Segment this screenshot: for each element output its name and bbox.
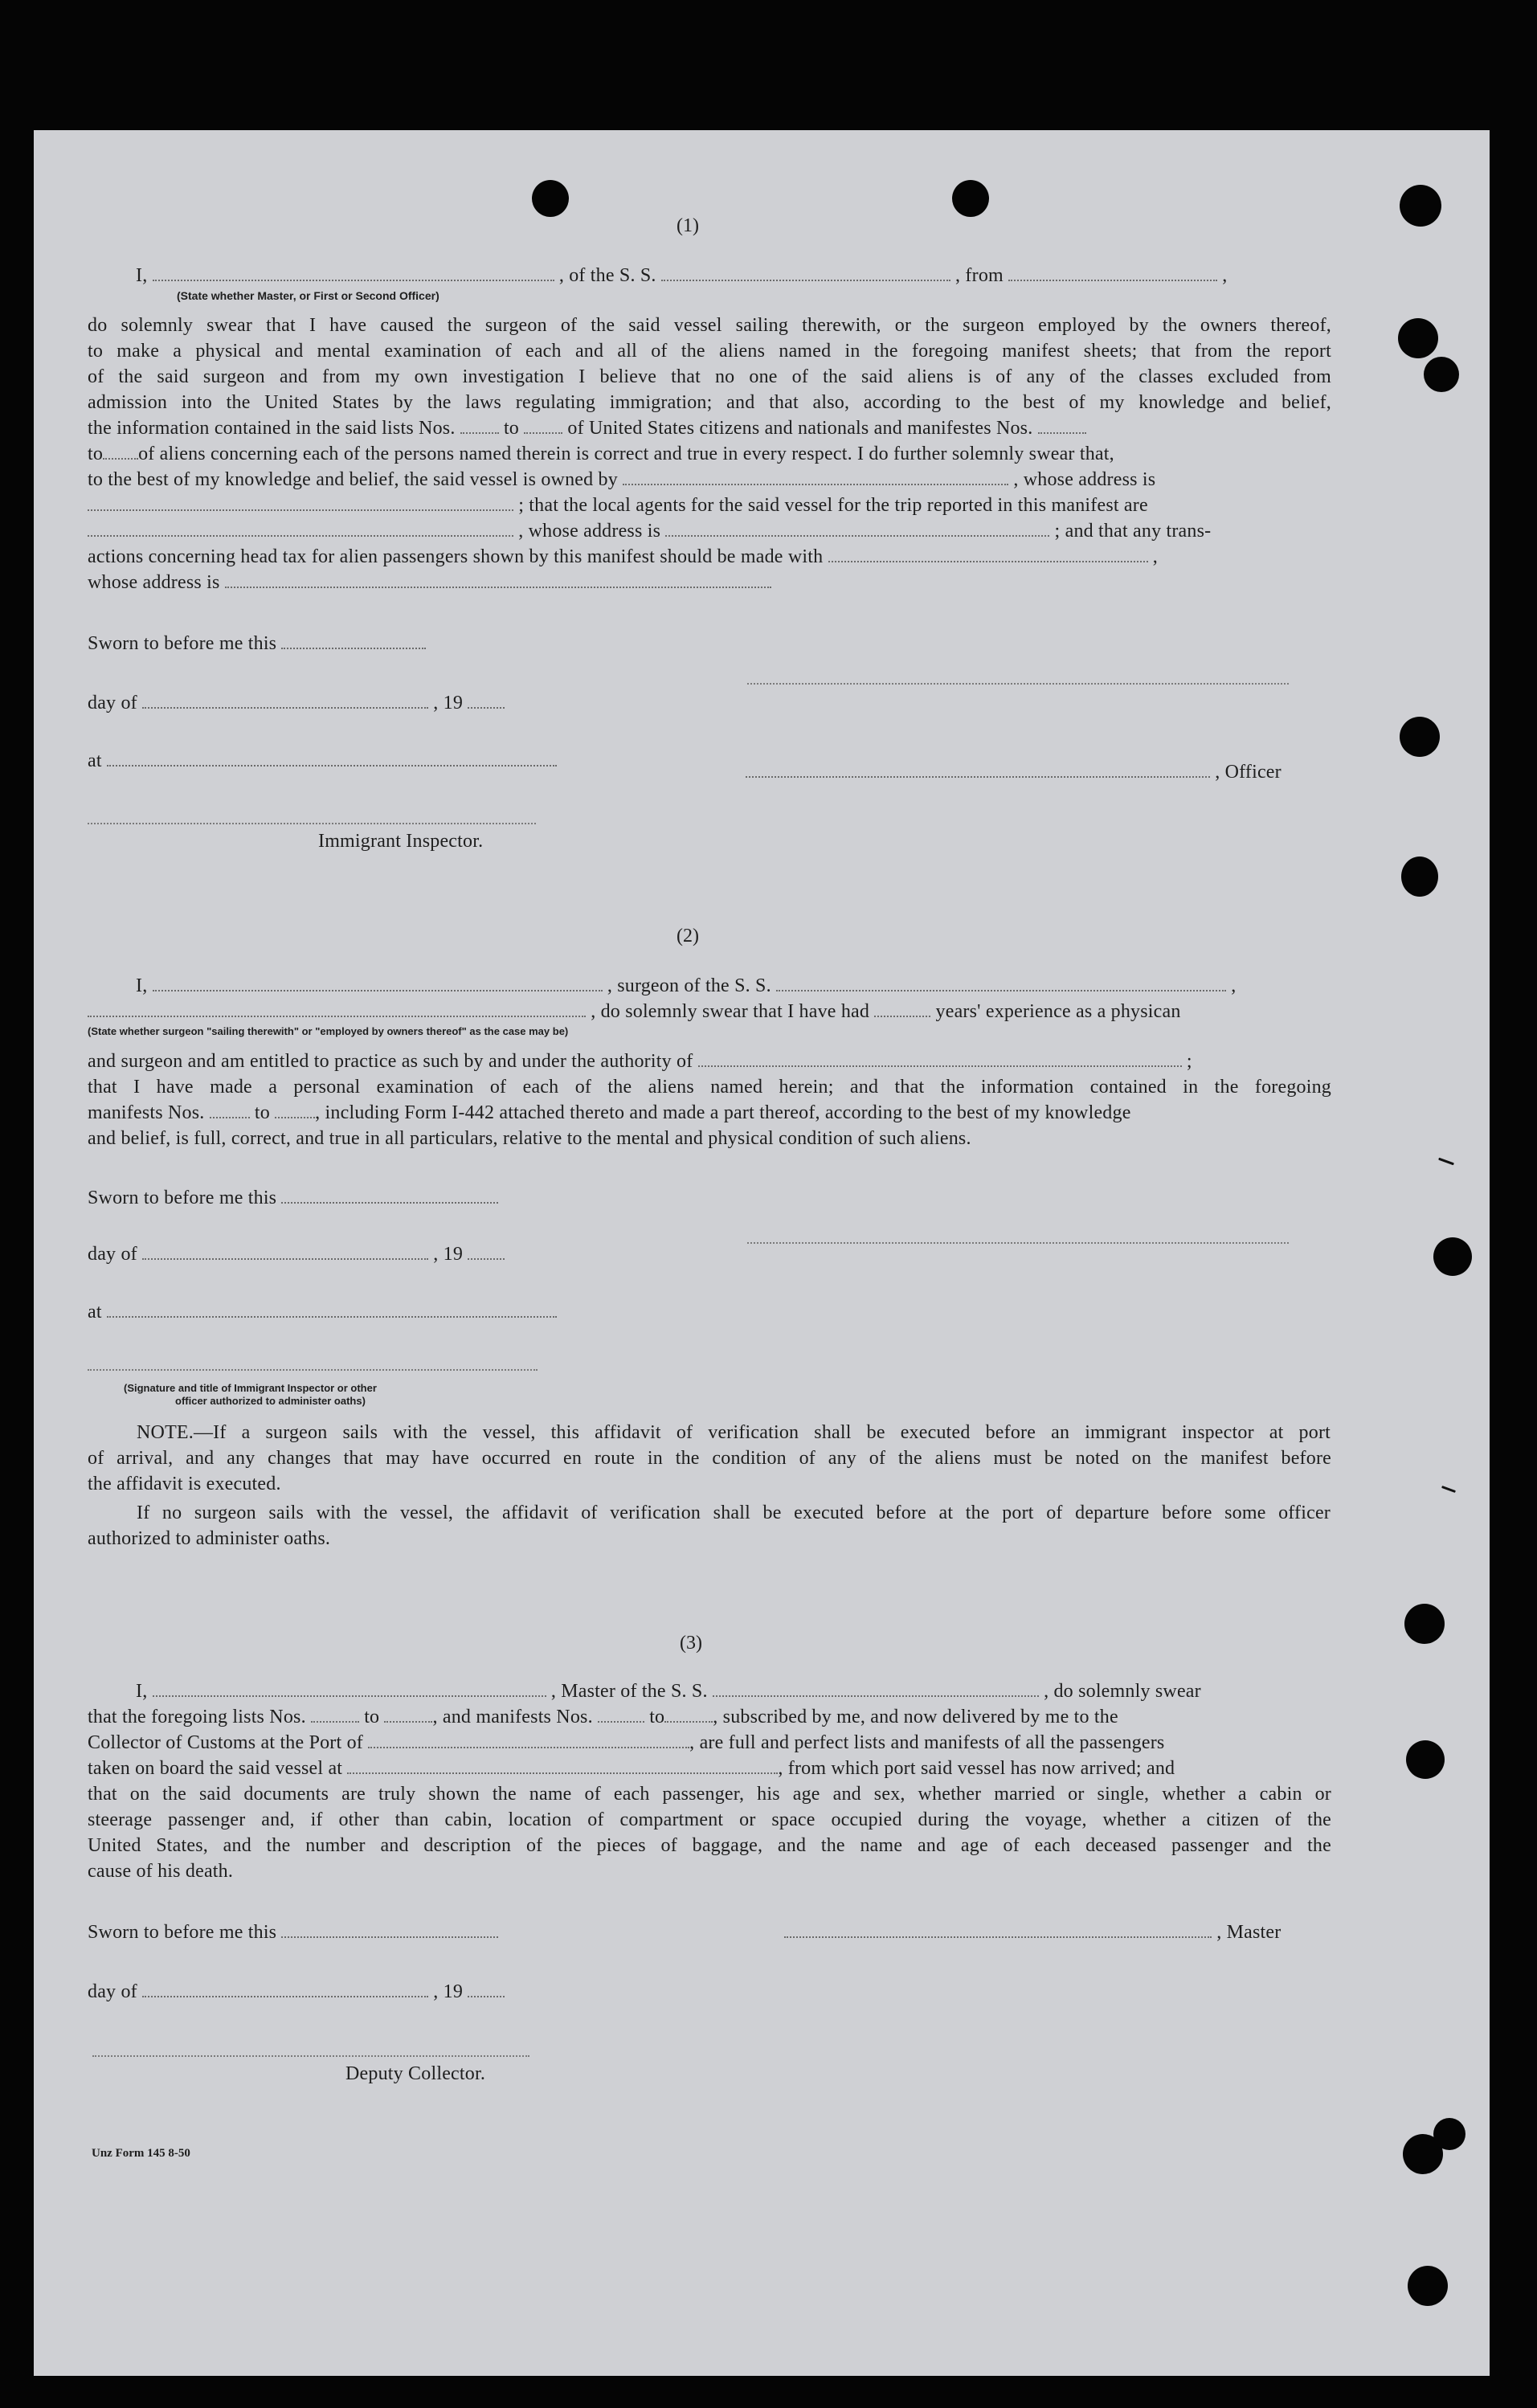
boarding-port-blank[interactable] xyxy=(347,1761,778,1774)
s2-vessel-blank[interactable] xyxy=(776,979,1226,991)
s1-para-line: admission into the United States by the laws regulating immigration; and that also, according to the best of my knowledge and belief, xyxy=(88,392,1331,413)
punch-hole xyxy=(1433,1237,1472,1276)
s2-note-line: NOTE.—If a surgeon sails with the vessel, this affidavit of verification shall be executed before an immigrant inspector at port xyxy=(137,1422,1331,1443)
pen-mark xyxy=(1441,1486,1456,1493)
s1-para-line: of the said surgeon and from my own investigation I believe that no one of the said aliens is of any of the classes excluded from xyxy=(88,366,1331,387)
s3-para-line: steerage passenger and, if other than cabin, location of compartment or space occupied during the voyage, whether a citizen of the xyxy=(88,1809,1331,1830)
s2-swear-line: , do solemnly swear that I have had years' experience as a physican xyxy=(88,1001,1331,1023)
s1-inspector-label: Immigrant Inspector. xyxy=(318,831,484,852)
s2-manifest-from-blank[interactable] xyxy=(210,1106,250,1118)
s2-place-blank[interactable] xyxy=(107,1305,557,1318)
authority-blank[interactable] xyxy=(698,1054,1182,1067)
s2-note-line: the affidavit is executed. xyxy=(88,1474,281,1494)
s3-master-name-blank[interactable] xyxy=(153,1684,546,1697)
section-number-3: (3) xyxy=(680,1633,702,1654)
s1-sworn: Sworn to before me this xyxy=(88,633,426,655)
s2-at: at xyxy=(88,1302,557,1323)
surgeon-status-blank[interactable] xyxy=(88,1004,586,1017)
s2-status-label: (State whether surgeon "sailing therewith" or "employed by owners thereof" as the case may be) xyxy=(88,1025,569,1037)
s3-para-line: that on the said documents are truly shown the name of each passenger, his age and sex, whether married or single, whether a cabin or xyxy=(88,1784,1331,1805)
punch-hole xyxy=(1400,185,1441,227)
agents-blank[interactable] xyxy=(88,524,513,537)
s2-sig-label-1: (Signature and title of Immigrant Inspector or other xyxy=(124,1382,377,1394)
s1-officer: , Officer xyxy=(746,762,1282,783)
punch-hole xyxy=(1433,2118,1465,2150)
s1-signature-line[interactable] xyxy=(747,683,1289,685)
s1-inspector-line[interactable] xyxy=(88,823,536,824)
s3-deputy-label: Deputy Collector. xyxy=(345,2063,486,2084)
punch-hole xyxy=(1424,357,1459,392)
s3-para-line: taken on board the said vessel at , from which port said vessel has now arrived; and xyxy=(88,1758,1175,1779)
s1-para-line: ; that the local agents for the said vessel for the trip reported in this manifest are xyxy=(88,495,1331,517)
s1-para-line: whose address is xyxy=(88,572,1331,594)
s3-opening-line: I, , Master of the S. S. , do solemnly swear xyxy=(136,1681,1201,1702)
s1-para-line: , whose address is ; and that any trans- xyxy=(88,521,1331,542)
manifest-no-to-blank[interactable] xyxy=(103,447,138,460)
master-signature-blank[interactable] xyxy=(784,1925,1212,1938)
s3-vessel-blank[interactable] xyxy=(713,1684,1039,1697)
s3-collector-line[interactable] xyxy=(92,2055,529,2057)
s2-note-line: authorized to administer oaths. xyxy=(88,1528,331,1549)
pen-mark xyxy=(1438,1158,1454,1166)
sworn-date-blank[interactable] xyxy=(281,636,426,649)
s3-manifest-from-blank[interactable] xyxy=(598,1710,644,1723)
s1-para-line: to make a physical and mental examination of each and all of the aliens named in the foregoing manifest sheets; that from the report xyxy=(88,341,1331,362)
s3-day-month-blank[interactable] xyxy=(142,1985,428,1997)
punch-hole xyxy=(1404,1604,1445,1644)
s1-master-label: (State whether Master, or First or Second Officer) xyxy=(177,289,439,302)
s2-sworn: Sworn to before me this xyxy=(88,1188,498,1209)
s2-manifest-to-blank[interactable] xyxy=(275,1106,315,1118)
head-tax-blank[interactable] xyxy=(828,550,1148,562)
s1-opening-line: I, , of the S. S. , from , xyxy=(136,265,1228,286)
s3-list-from-blank[interactable] xyxy=(311,1710,359,1723)
s1-at: at xyxy=(88,750,557,772)
s2-year-blank[interactable] xyxy=(468,1247,505,1260)
vessel-name-blank[interactable] xyxy=(661,268,950,281)
s3-para-line: United States, and the number and description of the pieces of baggage, and the name and age of each deceased passenger and the xyxy=(88,1835,1331,1856)
s2-para-line: and surgeon and am entitled to practice as such by and under the authority of ; xyxy=(88,1051,1192,1072)
s1-para-line: to of aliens concerning each of the persons named therein is correct and true in every respect. I do further solemnly swear that, xyxy=(88,444,1114,464)
owner-blank[interactable] xyxy=(623,472,1008,485)
s1-para-line: actions concerning head tax for alien passengers shown by this manifest should be made with , xyxy=(88,546,1158,567)
departure-port-blank[interactable] xyxy=(1008,268,1217,281)
punch-hole xyxy=(1408,2266,1448,2306)
s3-sworn: Sworn to before me this xyxy=(88,1922,498,1944)
s2-note-line: If no surgeon sails with the vessel, the affidavit of verification shall be executed before at the port of departure before some officer xyxy=(137,1502,1331,1523)
list-no-to-blank[interactable] xyxy=(524,421,562,434)
s1-para-line: to the best of my knowledge and belief, the said vessel is owned by , whose address is xyxy=(88,469,1156,490)
agents-address-blank[interactable] xyxy=(665,524,1049,537)
s3-list-to-blank[interactable] xyxy=(384,1710,432,1723)
manifest-no-from-blank[interactable] xyxy=(1038,421,1086,434)
s2-note-line: of arrival, and any changes that may have occurred en route in the condition of any of the aliens must be noted on the manifest before xyxy=(88,1448,1331,1469)
s1-para-line: the information contained in the said lists Nos. to of United States citizens and nationals and manifestes Nos. xyxy=(88,418,1331,439)
year-blank[interactable] xyxy=(468,696,505,709)
punch-hole xyxy=(1401,856,1438,897)
punch-hole xyxy=(532,180,569,217)
form-footer: Unz Form 145 8-50 xyxy=(92,2147,190,2160)
s2-sig-label-2: officer authorized to administer oaths) xyxy=(175,1395,366,1407)
s1-para-line: do solemnly swear that I have caused the surgeon of the said vessel sailing therewith, or the surgeon employed by the owners thereof, xyxy=(88,315,1331,336)
punch-hole xyxy=(952,180,989,217)
master-name-blank[interactable] xyxy=(153,268,554,281)
s2-inspector-line[interactable] xyxy=(88,1369,538,1371)
s3-manifest-to-blank[interactable] xyxy=(664,1710,713,1723)
punch-hole xyxy=(1400,717,1440,757)
s3-sworn-blank[interactable] xyxy=(281,1925,498,1938)
day-month-blank[interactable] xyxy=(142,696,428,709)
s3-dayof: day of , 19 xyxy=(88,1981,505,2003)
list-no-from-blank[interactable] xyxy=(460,421,499,434)
s1-dayof: day of , 19 xyxy=(88,693,505,714)
s3-para-line: Collector of Customs at the Port of , are full and perfect lists and manifests of all the passengers xyxy=(88,1732,1165,1753)
section-number-1: (1) xyxy=(677,215,699,236)
s2-opening-line: I, , surgeon of the S. S. , xyxy=(136,975,1237,996)
s2-para-line: and belief, is full, correct, and true in all particulars, relative to the mental and physical condition of such aliens. xyxy=(88,1128,971,1149)
s2-dayof: day of , 19 xyxy=(88,1244,505,1265)
form-page xyxy=(34,130,1490,2376)
officer-signature-blank[interactable] xyxy=(746,765,1210,778)
s2-para-line: manifests Nos. to , including Form I-442 attached thereto and made a part thereof, according to the best of my knowledge xyxy=(88,1102,1131,1123)
head-tax-address-blank[interactable] xyxy=(225,575,771,588)
section-number-2: (2) xyxy=(677,926,699,946)
punch-hole xyxy=(1406,1740,1445,1779)
s2-sworn-blank[interactable] xyxy=(281,1191,498,1204)
s3-year-blank[interactable] xyxy=(468,1985,505,1997)
punch-hole xyxy=(1398,318,1438,358)
surgeon-name-blank[interactable] xyxy=(153,979,603,991)
s2-day-month-blank[interactable] xyxy=(142,1247,428,1260)
s2-signature-line[interactable] xyxy=(747,1242,1289,1244)
s3-master: , Master xyxy=(784,1922,1281,1944)
years-blank[interactable] xyxy=(874,1004,930,1017)
place-blank[interactable] xyxy=(107,754,557,767)
s2-para-line: that I have made a personal examination of each of the aliens named herein; and that the information contained in the foregoing xyxy=(88,1077,1331,1098)
owner-address-blank[interactable] xyxy=(88,498,513,511)
s3-para-line: cause of his death. xyxy=(88,1861,234,1882)
customs-port-blank[interactable] xyxy=(368,1735,689,1748)
s3-para-line: that the foregoing lists Nos. to , and manifests Nos. to , subscribed by me, and now delivered by me to the xyxy=(88,1707,1118,1727)
